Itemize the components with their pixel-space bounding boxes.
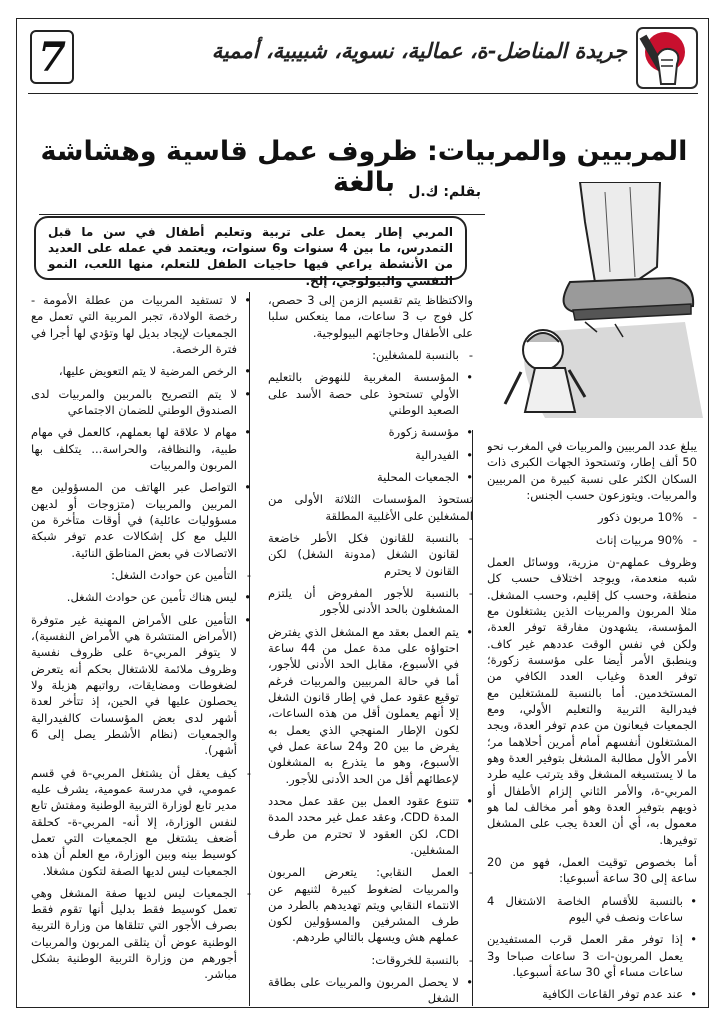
article-lead: المربي إطار يعمل على تربية وتعليم أطفال في سن ما قبل التمدرس، ما بين 4 سنوات و6 سنوات، ويعتمد في عمله على العديد من الأنشطة يراعي فيها حاجيات الطفل للتعلم، منها اللعب، النمو النفسي والبيولوجي، إلخ. — [34, 216, 467, 280]
list-item: • بالنسبة للأقسام الخاصة الاشتغال 4 ساعات ونصف في اليوم — [487, 893, 697, 926]
list-item: • لا يحصل المربون والمربيات على بطاقة الشغل — [268, 974, 473, 1006]
list-item: - كيف يعقل أن يشتغل المربي-ة في قسم عمومي، في مدرسة عمومية، يشرف عليه مدير تابع لوزارة التربية الوطنية ومفتش تابع لنفس الوزارة، إلا أنه- المربي-ة- كحلقة أضعف يشتغل مع الجمعيات التي تعمل كوسيط بينه وبين الوزارة، مع العلم أن هذه الجمعيات ليس لديها الصفة لتكون مشغلا. — [31, 765, 251, 879]
paragraph: يبلغ عدد المربيين والمربيات في المغرب نحو 50 ألف إطار، وتستحوذ الجهات الكبرى ذات السكان الكثر على نسبة كبيرة من المربيين والمربيات. ويتوزعون حسب الجنس: — [487, 439, 697, 502]
newspaper-title: جريدة المناضل-ة، عمالية، نسوية، شبيبية، أممية — [211, 38, 627, 63]
article-column-right — [487, 438, 697, 1006]
list-item: • إذا توفر مقر العمل قرب المستفيدين يعمل المربون-ات 3 ساعات صباحا و3 ساعات مساء أي 30 ساعة أسبوعيا. — [487, 931, 697, 980]
list-item: • عند عدم توفر القاعات الكافية — [487, 986, 697, 1002]
list-item: - العمل النقابي: يتعرض المربون والمربيات لضغوط كبيرة لثنيهم عن الانتماء النقابي ويتم تهديدهم بالطرد من طرف المشرفين والمسؤولين لكون عملهم هش ويسهل بالتالي طردهم. — [268, 864, 473, 946]
list-item: • لا يتم التصريح بالمربين والمربيات لدى الصندوق الوطني للضمان الاجتماعي — [31, 386, 251, 419]
list-item: • مهام لا علاقة لها بعملهم، كالعمل في مهام طبية، والنظافة، والحراسة... يتكلف بها المربون والمربيات — [31, 424, 251, 473]
paragraph: والاكتظاظ يتم تقسيم الزمن إلى 3 حصص، كل فوج ب 3 ساعات، مما ينعكس سلبا على الأطفال وحاجاتهم البيولوجية. — [268, 293, 473, 340]
list-item: - بالنسبة للقانون فكل الأطر خاضعة لقانون الشغل (مدونة الشغل) لكن القانون لا يحترم — [268, 530, 473, 579]
list-item: • الجمعيات المحلية — [268, 469, 473, 485]
list-item: • لا تستفيد المربيات من عطلة الأمومة - رخصة الولادة، تجبر المربية التي تعمل مع الجمعيات لإيجاد بديل لها وتؤدي لها أجرا في فترة الرخصة. — [31, 292, 251, 357]
list-item: - بالنسبة للخروقات: — [268, 952, 473, 968]
list-item: • الرخص المرضية لا يتم التعويض عليها، — [31, 363, 251, 379]
list-item: - الجمعيات ليس لديها صفة المشغل وهي تعمل كوسيط فقط بدليل أنها تقوم فقط بصرف الأجور التي تتلقاها من وزارة التربية الوطنية عوض أن يتلقى المربون والمربيات أجورهم من وزارة التربية الوطنية بشكل مباشر. — [31, 885, 251, 983]
list-item: - 90% مربيات إناث — [487, 532, 697, 548]
paragraph: تستحوذ المؤسسات الثلاثة الأولى من المشغلين على الأغلبية المطلقة — [268, 492, 473, 523]
header-divider — [28, 93, 698, 94]
list-item: • تتنوع عقود العمل بين عقد عمل محدد المدة CDD، وعقد عمل غير محدد المدة CDI، لكن العقود لا تحترم من طرف المشغلين. — [268, 793, 473, 858]
list-item: • مؤسسة زكورة — [268, 424, 473, 440]
list-item: - بالنسبة للمشغلين: — [268, 347, 473, 363]
list-item: • التأمين على الأمراض المهنية غير متوفرة (الأمراض المنتشرة هي الأمراض النفسية)، لا يتوفر المربي-ة على ظروف نفسية وظروف ملائمة للاشتغال بحكم أنه يتعرض لضغوطات ومضايقات، رواتبهم هزيلة ولا يحصلون عليها في الحين، إذ تتأخر لعدة أشهر لدى بعض المؤسسات كالفيدرالية والجمعيات (نظام الأشطر يصل إلى 6 أشهر). — [31, 612, 251, 759]
list-item: • الفيدرالية — [268, 447, 473, 463]
list-item: • يتم العمل بعقد مع المشغل الذي يفترض احتواؤه على مدة عمل من 44 ساعة في الأسبوع، مقابل الحد الأدنى للأجور، أما في حالة المربيين والمربيات فرغم توقيع عقود عمل في إطار قانون الشغل إلا أنهم يعملون أقل من هذه الساعات، لكون الإطار المنهجي الذي يعمل به يفرض ما بين 20 و24 ساعة عمل في الأسبوع، وهو ما يتذرع به المشغلون لإعطائهم أقل من الحد الأدنى للأجور. — [268, 624, 473, 787]
list-item: • ليس هناك تأمين عن حوادث الشغل. — [31, 589, 251, 605]
list-item: • التواصل عبر الهاتف من المسؤولين مع المربين والمربيات (متزوجات أو لديهن مسؤوليات عائلية) في أوقات متأخرة من الليل مع كل إشكالات عدم توفر شبكة الاتصالات في بعض المناطق النائية. — [31, 479, 251, 561]
paragraph: وظروف عملهم-ن مزرية، ووسائل العمل شبه منعدمة، ويوجد اختلاف حسب كل منطقة، وحسب كل إقليم، وحسب المشغل. مثلا المربون والمربيات الذين يشتغلون مع المؤسسة، يشهدون مفارقة توفر العدة، ولكن في نفس الوقت عددهم غير كاف. وينطبق الأمر أيضا على مؤسسة زكورة؛ توفر العدة وغياب العدد الكافي من المستخدمين. أما بالنسبة للمشتغلين مع فيدرالية التربية والتعليم الأولي، ومع الجمعيات فيعانون من عدم توفر العدة، ويجد المشتغلون أنفسهم أمام أمرين أحلاهما مر؛ الأمر الأول مطالبة المشغل بتوفير العدة وهو ما لا يستسيغه المشغل وقد يترتب عليه طرد المربي-ة، والأمر الثاني إلزام الأطفال أو ذويهم بتوفير العدة وهو أمر مخالف لما هو معمول به، أي أن العدة يجب على المشغل توفيرها. — [487, 554, 697, 847]
list-item: - التأمين عن حوادث الشغل: — [31, 567, 251, 583]
article-column-left — [31, 292, 251, 1006]
list-item: - 10% مربون ذكور — [487, 509, 697, 525]
boot-stepping-on-worker-illustration — [485, 182, 703, 420]
list-item: - بالنسبة للأجور المفروض أن يلتزم المشغلون بالحد الأدنى للأجور — [268, 585, 473, 618]
page-number: 7 — [30, 30, 74, 84]
paragraph: أما بخصوص توقيت العمل، فهو من 20 ساعة إلى 30 ساعة أسبوعيا: — [487, 854, 697, 886]
article-column-middle — [268, 292, 473, 1006]
article-title: المربيين والمربيات: ظروف عمل قاسية وهشاشة بالغة — [39, 136, 689, 215]
article-byline: بقلم: ك.ل — [408, 184, 481, 200]
list-item: • المؤسسة المغربية للنهوض بالتعليم الأولي تستحوذ على حصة الأسد على الصعيد الوطني — [268, 369, 473, 418]
raised-fist-logo-icon — [635, 26, 699, 90]
